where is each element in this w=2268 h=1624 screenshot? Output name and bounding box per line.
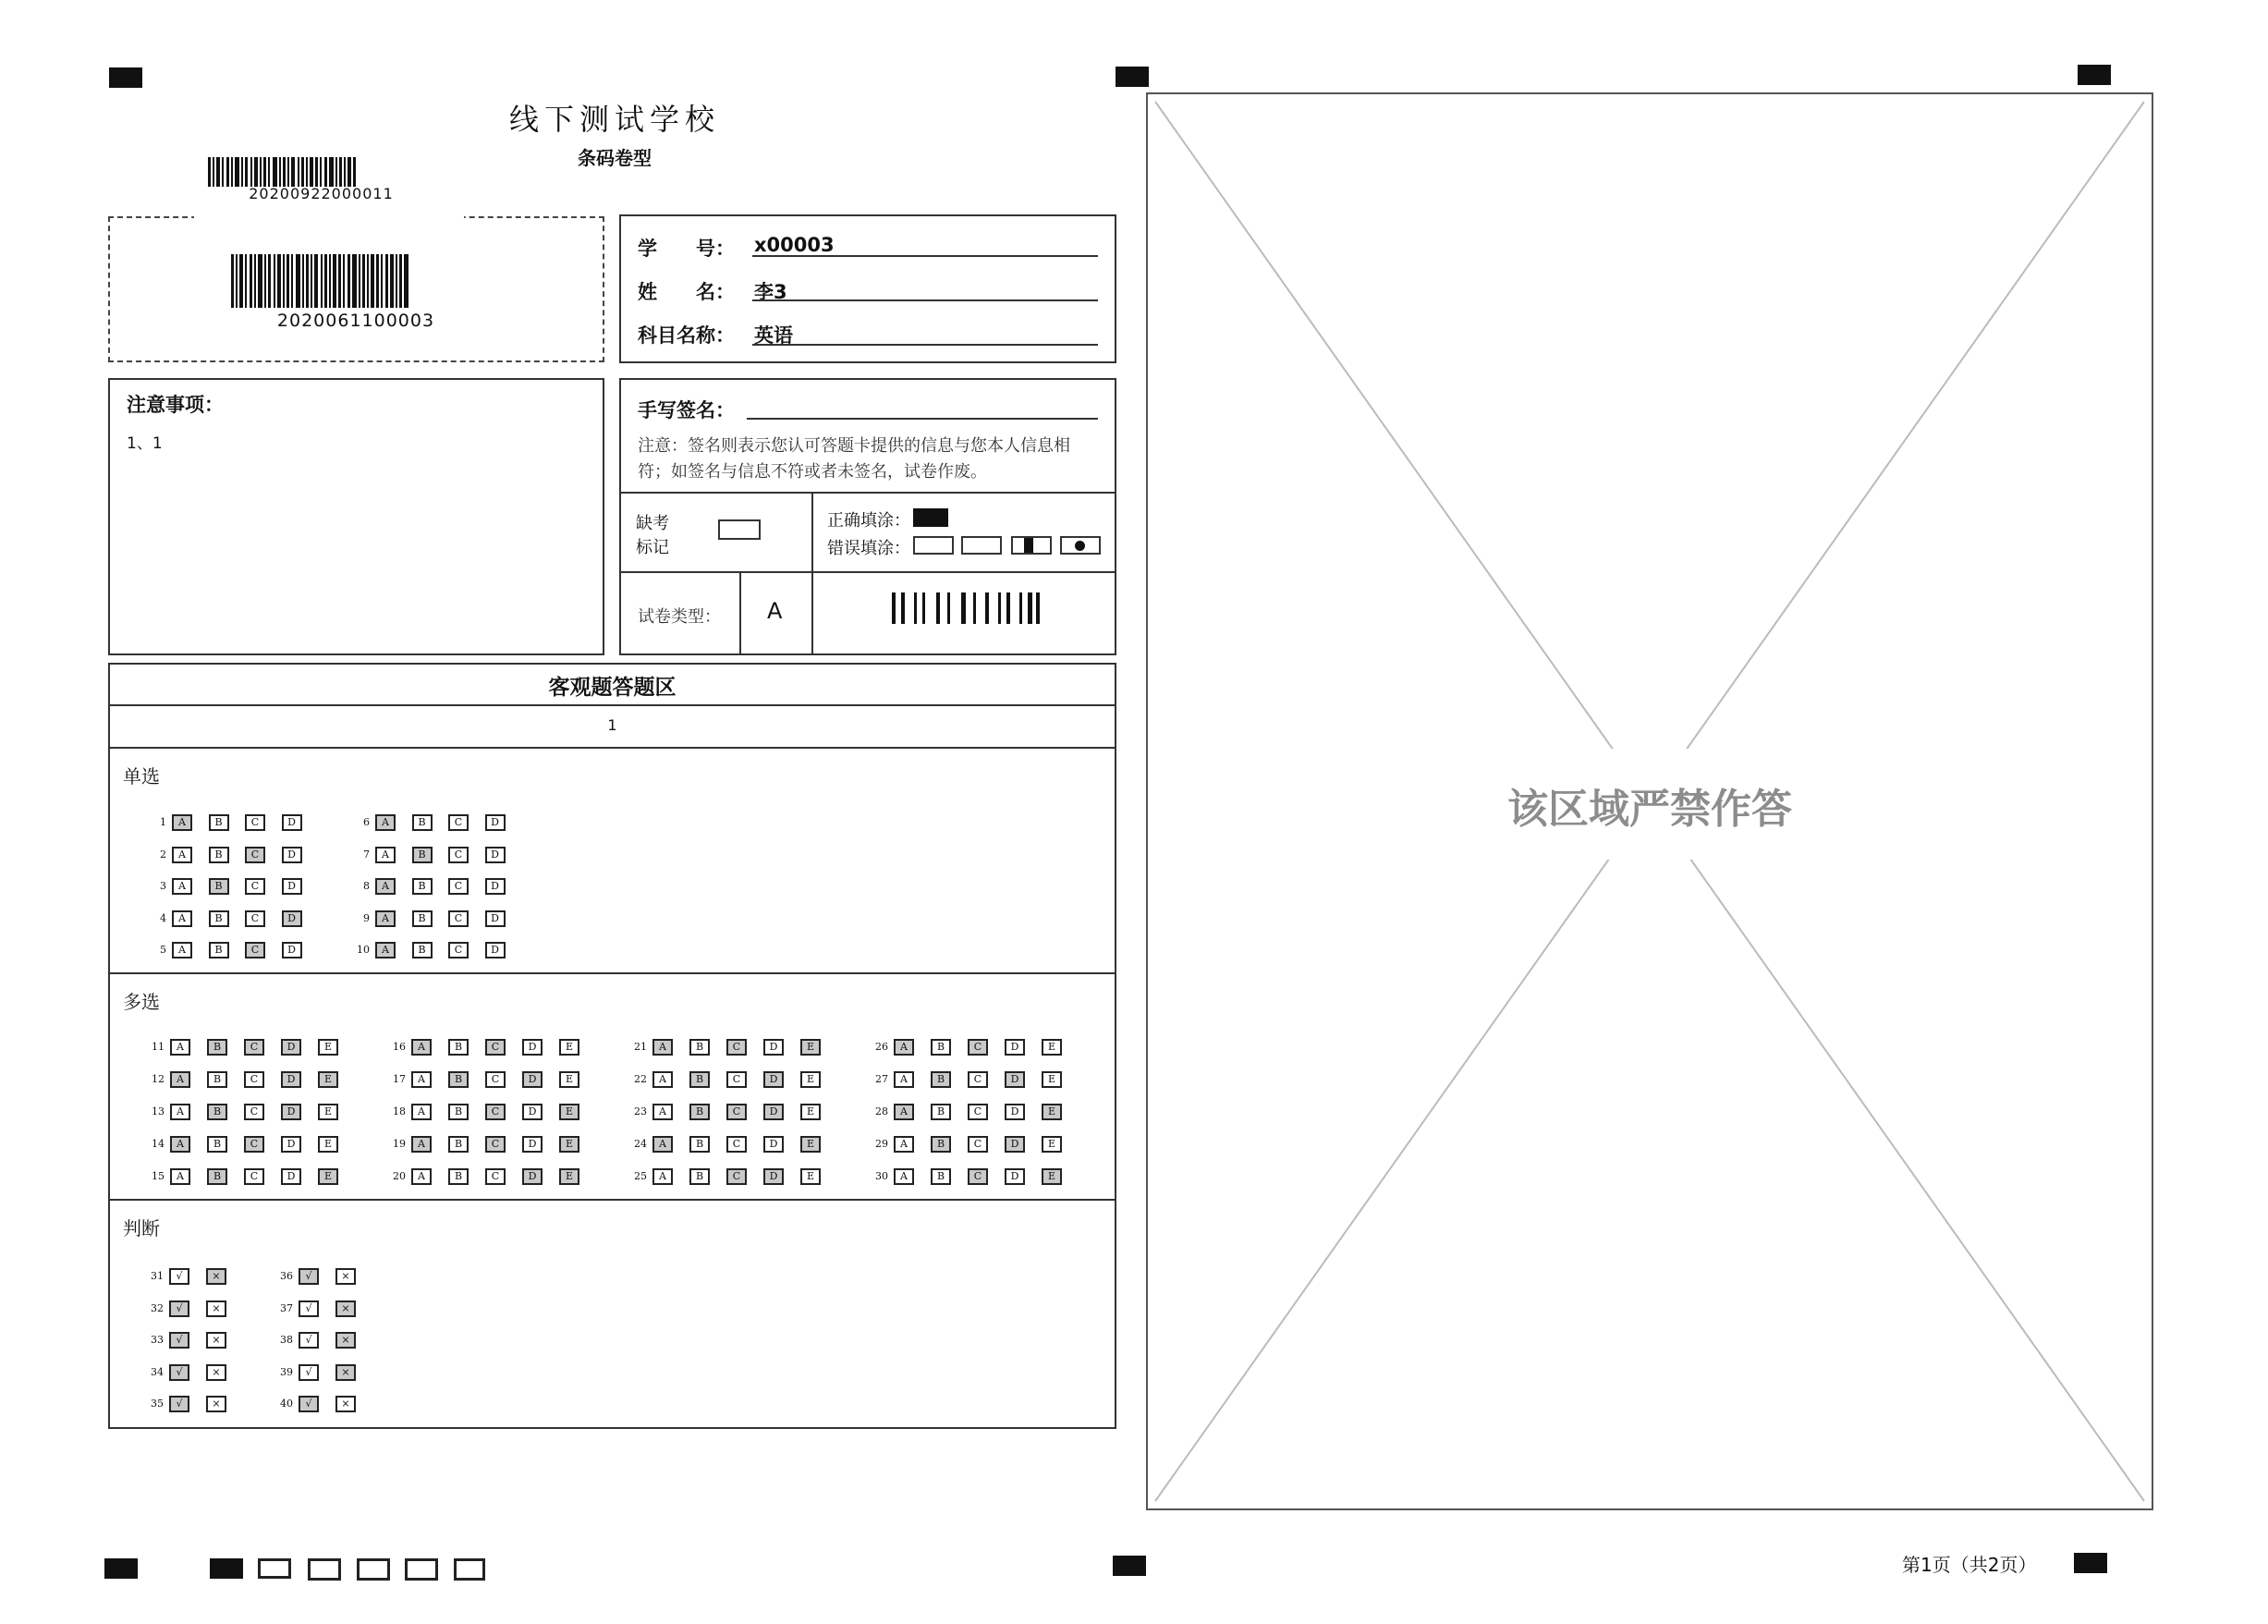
single-option-bubble[interactable]: B <box>412 878 433 895</box>
multi-option-bubble[interactable]: B <box>207 1104 227 1120</box>
tf-question-number: 33 <box>151 1334 164 1346</box>
single-question-number: 3 <box>160 880 166 892</box>
single-choice-divider <box>108 972 1116 974</box>
tf-option-bubble[interactable]: √ <box>299 1364 319 1381</box>
multi-option-bubble[interactable]: B <box>931 1039 951 1056</box>
single-option-bubble[interactable]: B <box>209 847 229 863</box>
single-option-bubble[interactable]: B <box>412 910 433 927</box>
paper-type-label: 试卷类型： <box>638 607 721 627</box>
single-question-number: 1 <box>160 816 166 828</box>
paper-type-value: A <box>767 598 783 624</box>
multi-option-bubble[interactable]: B <box>689 1104 710 1120</box>
multi-option-bubble[interactable]: A <box>894 1168 914 1185</box>
wrong-fill-label: 错误填涂： <box>827 539 910 558</box>
barcode-bar <box>989 592 998 624</box>
multi-option-bubble[interactable]: A <box>411 1168 432 1185</box>
multi-question-number: 17 <box>393 1073 406 1085</box>
multi-option-bubble[interactable]: D <box>1005 1039 1025 1056</box>
single-option-bubble[interactable]: B <box>412 814 433 831</box>
multi-option-bubble[interactable]: E <box>559 1104 579 1120</box>
page-indicator: 第1页（共2页） <box>1902 1554 2037 1576</box>
multi-option-bubble[interactable]: C <box>968 1071 988 1088</box>
objective-section-number: 1 <box>607 716 617 734</box>
multi-option-bubble[interactable]: B <box>207 1168 227 1185</box>
multi-option-bubble[interactable]: A <box>170 1136 190 1153</box>
timing-mark-top-center <box>1116 67 1149 87</box>
single-question-number: 7 <box>363 848 370 861</box>
multi-option-bubble[interactable]: C <box>726 1136 747 1153</box>
single-option-bubble[interactable]: A <box>172 942 192 959</box>
single-option-bubble[interactable]: D <box>282 942 302 959</box>
objective-title-divider <box>108 704 1116 706</box>
multi-option-bubble[interactable]: A <box>652 1104 673 1120</box>
multi-option-bubble[interactable]: A <box>894 1104 914 1120</box>
single-option-bubble[interactable]: C <box>245 910 265 927</box>
single-option-bubble[interactable]: C <box>448 847 469 863</box>
student-name-line <box>752 299 1098 301</box>
multi-option-bubble[interactable]: A <box>170 1039 190 1056</box>
multi-option-bubble[interactable]: C <box>726 1168 747 1185</box>
multi-option-bubble[interactable]: C <box>726 1039 747 1056</box>
signature-line[interactable] <box>747 418 1098 420</box>
multi-option-bubble[interactable]: C <box>726 1104 747 1120</box>
multi-option-bubble[interactable]: C <box>244 1104 264 1120</box>
multi-option-bubble[interactable]: D <box>763 1104 784 1120</box>
single-option-bubble[interactable]: D <box>485 942 506 959</box>
tf-option-bubble[interactable]: × <box>206 1332 226 1349</box>
multi-option-bubble[interactable]: D <box>522 1039 543 1056</box>
single-option-bubble[interactable]: A <box>375 942 396 959</box>
multi-option-bubble[interactable]: C <box>485 1039 506 1056</box>
single-option-bubble[interactable]: A <box>172 847 192 863</box>
single-question-number: 5 <box>160 944 166 956</box>
multi-option-bubble[interactable]: E <box>800 1039 821 1056</box>
notice-text: 1、1 <box>127 434 163 453</box>
timing-mark-bottom-left <box>104 1558 138 1579</box>
single-option-bubble[interactable]: D <box>282 910 302 927</box>
multi-option-bubble[interactable]: C <box>485 1168 506 1185</box>
tf-option-bubble[interactable]: √ <box>299 1300 319 1317</box>
multi-question-number: 15 <box>152 1170 165 1182</box>
multi-question-number: 30 <box>875 1170 888 1182</box>
multi-option-bubble[interactable]: D <box>281 1071 301 1088</box>
timing-mark-top-right <box>2078 65 2111 85</box>
multi-option-bubble[interactable]: A <box>170 1168 190 1185</box>
single-option-bubble[interactable]: B <box>209 878 229 895</box>
paper-type-divider <box>619 571 1116 573</box>
multi-option-bubble[interactable]: A <box>411 1071 432 1088</box>
multi-option-bubble[interactable]: E <box>559 1039 579 1056</box>
multi-option-bubble[interactable]: C <box>244 1071 264 1088</box>
tf-option-bubble[interactable]: √ <box>169 1300 189 1317</box>
multi-option-bubble[interactable]: C <box>968 1039 988 1056</box>
tf-option-bubble[interactable]: × <box>335 1396 356 1412</box>
multi-option-bubble[interactable]: E <box>318 1168 338 1185</box>
wrong-fill-half <box>1011 536 1052 555</box>
single-option-bubble[interactable]: C <box>448 814 469 831</box>
tf-option-bubble[interactable]: × <box>335 1332 356 1349</box>
tf-option-bubble[interactable]: √ <box>299 1396 319 1412</box>
notice-title: 注意事项： <box>127 394 224 416</box>
single-option-bubble[interactable]: D <box>485 814 506 831</box>
single-option-bubble[interactable]: B <box>209 814 229 831</box>
absent-label-2: 标记 <box>636 538 669 557</box>
correct-fill-example <box>913 508 948 527</box>
multi-option-bubble[interactable]: E <box>1042 1039 1062 1056</box>
multi-option-bubble[interactable]: C <box>485 1071 506 1088</box>
wrong-fill-empty-2 <box>961 536 1002 555</box>
single-option-bubble[interactable]: B <box>412 847 433 863</box>
multi-option-bubble[interactable]: A <box>411 1104 432 1120</box>
multi-question-number: 23 <box>634 1105 647 1117</box>
multi-option-bubble[interactable]: C <box>485 1136 506 1153</box>
multi-option-bubble[interactable]: E <box>1042 1136 1062 1153</box>
barcode-bar <box>925 592 936 624</box>
barcode-bar <box>1036 592 1040 624</box>
multi-option-bubble[interactable]: E <box>559 1136 579 1153</box>
subject-label: 科目名称： <box>638 324 735 347</box>
single-option-bubble[interactable]: D <box>485 910 506 927</box>
multi-option-bubble[interactable]: B <box>207 1136 227 1153</box>
multi-option-bubble[interactable]: D <box>1005 1136 1025 1153</box>
barcode-bar <box>905 592 914 624</box>
multi-option-bubble[interactable]: D <box>763 1136 784 1153</box>
single-option-bubble[interactable]: A <box>375 814 396 831</box>
absent-label-1: 缺考 <box>636 514 669 533</box>
single-option-bubble[interactable]: C <box>245 847 265 863</box>
multi-question-number: 27 <box>875 1073 888 1085</box>
student-id-label: 学 号： <box>638 238 735 260</box>
multi-option-bubble[interactable]: C <box>968 1136 988 1153</box>
top-barcode-number: 20200922000011 <box>249 185 394 202</box>
single-question-number: 6 <box>363 816 370 828</box>
multi-option-bubble[interactable]: D <box>281 1039 301 1056</box>
tf-option-bubble[interactable]: × <box>206 1300 226 1317</box>
multi-option-bubble[interactable]: B <box>207 1039 227 1056</box>
timing-mark-bottom-right <box>2074 1553 2107 1573</box>
tf-question-number: 37 <box>280 1301 293 1314</box>
student-barcode <box>231 254 408 308</box>
tf-option-bubble[interactable]: √ <box>169 1268 189 1285</box>
tf-question-number: 36 <box>280 1270 293 1282</box>
barcode-bar <box>940 592 947 624</box>
multi-option-bubble[interactable]: B <box>448 1071 469 1088</box>
single-option-bubble[interactable]: C <box>245 814 265 831</box>
multi-option-bubble[interactable]: D <box>522 1104 543 1120</box>
multi-question-number: 14 <box>152 1138 165 1150</box>
barcode-bar <box>966 592 973 624</box>
multi-option-bubble[interactable]: A <box>170 1071 190 1088</box>
single-option-bubble[interactable]: A <box>375 847 396 863</box>
single-option-bubble[interactable]: A <box>172 878 192 895</box>
tf-option-bubble[interactable]: √ <box>169 1364 189 1381</box>
single-option-bubble[interactable]: D <box>485 878 506 895</box>
single-option-bubble[interactable]: A <box>375 910 396 927</box>
timing-mark-bottom-center <box>1113 1556 1146 1576</box>
multi-option-bubble[interactable]: B <box>931 1168 951 1185</box>
signature-note-1: 注意：签名则表示您认可答题卡提供的信息与您本人信息相 <box>638 436 1070 456</box>
timing-mark-bottom-4 <box>357 1558 390 1581</box>
multi-option-bubble[interactable]: A <box>411 1039 432 1056</box>
multi-option-bubble[interactable]: B <box>931 1071 951 1088</box>
paper-type-barcode <box>892 592 1040 624</box>
multi-option-bubble[interactable]: B <box>689 1168 710 1185</box>
multi-option-bubble[interactable]: B <box>689 1136 710 1153</box>
multi-option-bubble[interactable]: B <box>689 1071 710 1088</box>
multi-option-bubble[interactable]: D <box>1005 1071 1025 1088</box>
multi-option-bubble[interactable]: D <box>763 1039 784 1056</box>
single-option-bubble[interactable]: C <box>245 878 265 895</box>
multi-option-bubble[interactable]: D <box>1005 1168 1025 1185</box>
timing-mark-bottom-5 <box>405 1558 438 1581</box>
tf-question-number: 35 <box>151 1398 164 1410</box>
multi-option-bubble[interactable]: D <box>522 1071 543 1088</box>
multi-option-bubble[interactable]: E <box>318 1071 338 1088</box>
single-option-bubble[interactable]: B <box>209 910 229 927</box>
subject-value: 英语 <box>754 324 793 347</box>
student-name-value: 李3 <box>754 281 787 303</box>
multi-question-number: 11 <box>152 1041 165 1053</box>
multi-option-bubble[interactable]: E <box>1042 1071 1062 1088</box>
paper-type-sep-1 <box>739 571 741 655</box>
multi-option-bubble[interactable]: C <box>244 1168 264 1185</box>
tf-option-bubble[interactable]: × <box>206 1364 226 1381</box>
multi-question-number: 26 <box>875 1041 888 1053</box>
multi-question-number: 19 <box>393 1138 406 1150</box>
multi-option-bubble[interactable]: C <box>968 1168 988 1185</box>
tf-question-number: 38 <box>280 1334 293 1346</box>
multi-option-bubble[interactable]: B <box>448 1136 469 1153</box>
barcode-bar <box>976 592 985 624</box>
student-name-label: 姓 名： <box>638 281 735 303</box>
single-question-number: 2 <box>160 848 166 861</box>
tf-question-number: 32 <box>151 1301 164 1314</box>
barcode-bar <box>353 157 356 187</box>
single-option-bubble[interactable]: C <box>245 942 265 959</box>
multi-option-bubble[interactable]: A <box>894 1136 914 1153</box>
top-barcode <box>208 157 356 187</box>
single-option-bubble[interactable]: C <box>448 910 469 927</box>
multi-option-bubble[interactable]: E <box>559 1071 579 1088</box>
multi-option-bubble[interactable]: A <box>652 1168 673 1185</box>
multi-option-bubble[interactable]: C <box>485 1104 506 1120</box>
signature-note-2: 符；如签名与信息不符或者未签名，试卷作废。 <box>638 462 987 482</box>
multi-option-bubble[interactable]: B <box>931 1104 951 1120</box>
multi-question-number: 25 <box>634 1170 647 1182</box>
tf-option-bubble[interactable]: × <box>206 1268 226 1285</box>
single-option-bubble[interactable]: D <box>282 878 302 895</box>
multi-question-number: 28 <box>875 1105 888 1117</box>
multi-option-bubble[interactable]: E <box>800 1071 821 1088</box>
multi-option-bubble[interactable]: A <box>170 1104 190 1120</box>
multi-option-bubble[interactable]: D <box>522 1136 543 1153</box>
multi-option-bubble[interactable]: E <box>800 1136 821 1153</box>
single-option-bubble[interactable]: C <box>448 878 469 895</box>
multi-option-bubble[interactable]: D <box>281 1168 301 1185</box>
single-option-bubble[interactable]: A <box>172 814 192 831</box>
multi-question-number: 29 <box>875 1138 888 1150</box>
true-false-title: 判断 <box>123 1217 160 1239</box>
barcode-bar <box>404 254 408 308</box>
student-id-line <box>752 255 1098 257</box>
multi-option-bubble[interactable]: E <box>800 1104 821 1120</box>
paper-subtitle: 条码卷型 <box>578 147 652 169</box>
multi-option-bubble[interactable]: A <box>652 1136 673 1153</box>
multi-option-bubble[interactable]: D <box>1005 1104 1025 1120</box>
multi-option-bubble[interactable]: E <box>1042 1168 1062 1185</box>
single-option-bubble[interactable]: B <box>209 942 229 959</box>
student-barcode-number: 2020061100003 <box>276 311 435 331</box>
single-option-bubble[interactable]: D <box>282 847 302 863</box>
single-option-bubble[interactable]: B <box>412 942 433 959</box>
multi-question-number: 18 <box>393 1105 406 1117</box>
single-option-bubble[interactable]: D <box>485 847 506 863</box>
multi-option-bubble[interactable]: C <box>968 1104 988 1120</box>
multi-option-bubble[interactable]: E <box>559 1168 579 1185</box>
tf-option-bubble[interactable]: × <box>335 1268 356 1285</box>
tf-question-number: 31 <box>151 1270 164 1282</box>
timing-mark-bottom-1 <box>210 1558 243 1579</box>
multi-option-bubble[interactable]: D <box>763 1071 784 1088</box>
multi-option-bubble[interactable]: E <box>1042 1104 1062 1120</box>
absent-checkbox[interactable] <box>718 519 761 540</box>
single-option-bubble[interactable]: A <box>375 878 396 895</box>
multi-option-bubble[interactable]: C <box>244 1136 264 1153</box>
multi-option-bubble[interactable]: B <box>689 1039 710 1056</box>
multi-choice-title: 多选 <box>123 991 160 1013</box>
barcode-bar <box>950 592 961 624</box>
multi-option-bubble[interactable]: D <box>522 1168 543 1185</box>
multi-option-bubble[interactable]: D <box>281 1136 301 1153</box>
multi-question-number: 13 <box>152 1105 165 1117</box>
multi-question-number: 12 <box>152 1073 165 1085</box>
multi-option-bubble[interactable]: B <box>931 1136 951 1153</box>
tf-option-bubble[interactable]: √ <box>299 1332 319 1349</box>
multi-option-bubble[interactable]: A <box>652 1071 673 1088</box>
tf-question-number: 40 <box>280 1398 293 1410</box>
multi-question-number: 20 <box>393 1170 406 1182</box>
timing-mark-bottom-3 <box>308 1558 341 1581</box>
notice-box <box>108 378 604 655</box>
multi-option-bubble[interactable]: A <box>411 1136 432 1153</box>
wrong-fill-dot <box>1060 536 1101 555</box>
tf-option-bubble[interactable]: √ <box>169 1332 189 1349</box>
multi-option-bubble[interactable]: D <box>281 1104 301 1120</box>
multi-question-number: 16 <box>393 1041 406 1053</box>
signature-divider <box>619 492 1116 494</box>
multi-option-bubble[interactable]: B <box>207 1071 227 1088</box>
single-option-bubble[interactable]: D <box>282 814 302 831</box>
tf-option-bubble[interactable]: × <box>335 1300 356 1317</box>
objective-title: 客观题答题区 <box>548 676 677 700</box>
multi-question-number: 21 <box>634 1041 647 1053</box>
single-question-number: 8 <box>363 880 370 892</box>
multi-option-bubble[interactable]: A <box>652 1039 673 1056</box>
forbidden-text: 该区域严禁作答 <box>1507 786 1792 833</box>
multi-option-bubble[interactable]: E <box>318 1039 338 1056</box>
timing-mark-top-left <box>109 67 142 88</box>
tf-question-number: 34 <box>151 1365 164 1378</box>
multi-option-bubble[interactable]: C <box>726 1071 747 1088</box>
single-question-number: 4 <box>160 911 166 924</box>
tf-option-bubble[interactable]: √ <box>299 1268 319 1285</box>
dash-gap <box>194 209 464 222</box>
subject-line <box>752 344 1098 346</box>
single-question-number: 9 <box>363 911 370 924</box>
multi-option-bubble[interactable]: D <box>763 1168 784 1185</box>
multi-option-bubble[interactable]: C <box>244 1039 264 1056</box>
timing-mark-bottom-2 <box>258 1558 291 1579</box>
tf-option-bubble[interactable]: √ <box>169 1396 189 1412</box>
tf-question-number: 39 <box>280 1365 293 1378</box>
multi-option-bubble[interactable]: E <box>800 1168 821 1185</box>
multi-option-bubble[interactable]: B <box>448 1104 469 1120</box>
multi-option-bubble[interactable]: B <box>448 1039 469 1056</box>
multi-question-number: 22 <box>634 1073 647 1085</box>
wrong-fill-empty <box>913 536 954 555</box>
multi-option-bubble[interactable]: E <box>318 1104 338 1120</box>
tf-option-bubble[interactable]: × <box>206 1396 226 1412</box>
single-question-number: 10 <box>357 944 370 956</box>
multi-choice-divider <box>108 1199 1116 1201</box>
tf-option-bubble[interactable]: × <box>335 1364 356 1381</box>
single-choice-title: 单选 <box>123 765 160 788</box>
single-option-bubble[interactable]: C <box>448 942 469 959</box>
multi-option-bubble[interactable]: A <box>894 1039 914 1056</box>
timing-mark-bottom-6 <box>454 1558 485 1581</box>
student-id-value: x00003 <box>754 234 835 256</box>
multi-option-bubble[interactable]: B <box>448 1168 469 1185</box>
correct-fill-label: 正确填涂： <box>827 511 910 531</box>
signature-label: 手写签名： <box>638 399 735 421</box>
multi-option-bubble[interactable]: E <box>318 1136 338 1153</box>
school-title: 线下测试学校 <box>508 102 720 137</box>
multi-option-bubble[interactable]: A <box>894 1071 914 1088</box>
objective-number-divider <box>108 747 1116 749</box>
single-option-bubble[interactable]: A <box>172 910 192 927</box>
multi-question-number: 24 <box>634 1138 647 1150</box>
absent-divider <box>811 492 813 655</box>
barcode-bar <box>1010 592 1019 624</box>
